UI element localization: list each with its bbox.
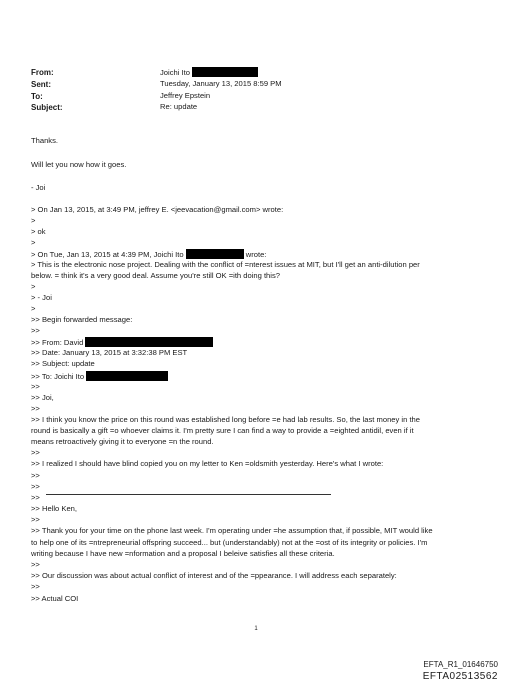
quote-line: >> (31, 448, 40, 457)
sent-value: Tuesday, January 13, 2015 8:59 PM (160, 79, 282, 88)
quote-line: > On Jan 13, 2015, at 3:49 PM, jeffrey E. <jeevacation@gmail.com> wrote: (31, 205, 284, 214)
quote-line: >> I think you know the price on this round was established long before =e had lab results. So, the last money in the (31, 415, 420, 424)
quote-line: > This is the electronic nose project. Dealing with the conflict of =nterest issues at MIT, but I'll get an anti-dilution per (31, 260, 420, 269)
to-label: To: (31, 92, 43, 101)
quote-on-text: > On Tue, Jan 13, 2015 at 4:39 PM, Joichi Ito (31, 250, 184, 259)
quote-line (31, 249, 266, 260)
quote-line: > (31, 238, 36, 247)
from-label: From: (31, 68, 54, 77)
quote-line: means retroactively giving it to everyone =n the round. (31, 437, 214, 446)
quote-line: >> (31, 482, 40, 491)
quote-line: >> (31, 471, 40, 480)
quote-line: round is basically a gift =o whoever claims it. I'm pretty sure I can find a way to provide a =eighted antidil, even if it (31, 426, 414, 435)
quote-wrote-text: wrote: (245, 250, 267, 259)
page-number: 1 (254, 626, 258, 632)
redaction-box (186, 249, 244, 259)
quote-line: >> (31, 382, 40, 391)
quote-line: >> Thank you for your time on the phone last week. I'm operating under =he assumption that, if possible, MIT would like (31, 526, 433, 535)
quote-line: >> Subject: update (31, 359, 95, 368)
quote-line: >> (31, 560, 40, 569)
quote-line: > (31, 216, 36, 225)
quote-line: >> Joi, (31, 393, 54, 402)
body-line: Thanks. (31, 136, 59, 145)
subject-value: Re: update (160, 102, 198, 111)
quote-line: > (31, 282, 36, 291)
quote-line: >> (31, 493, 40, 502)
quote-line: > ok (31, 227, 46, 236)
quote-line: > - Joi (31, 293, 52, 302)
quote-line: >> (31, 582, 40, 591)
from-value (160, 67, 258, 78)
quote-line: >> (31, 515, 40, 524)
quote-line: below. = think it's a very good deal. Assume you're still OK =ith doing this? (31, 271, 280, 280)
redaction-box (86, 371, 168, 381)
quote-line: to help one of its =ntrepreneurial offspring succeed... but (understandably) not at the =ost of its integrity or policies. I'm (31, 538, 428, 547)
bates-number-small: EFTA_R1_01646750 (423, 660, 498, 669)
quote-line: writing because I have new =nformation and a proposal I beleive satisfies all these criteria. (31, 549, 335, 558)
quote-line (31, 337, 213, 348)
body-line: Will let you now how it goes. (31, 160, 127, 169)
quote-line: >> Date: January 13, 2015 at 3:32:38 PM EST (31, 348, 188, 357)
body-line: - Joi (31, 183, 46, 192)
fwd-from-text: >> From: David (31, 338, 84, 347)
quote-line: >> Begin forwarded message: (31, 315, 133, 324)
subject-label: Subject: (31, 103, 63, 112)
horizontal-rule (46, 494, 331, 495)
redaction-box (85, 337, 213, 347)
redaction-box (192, 67, 258, 77)
quote-line: > (31, 304, 36, 313)
quote-line: >> I realized I should have blind copied you on my letter to Ken =oldsmith yesterday. Here's what I wrote: (31, 459, 384, 468)
quote-line: >> Actual COI (31, 594, 79, 603)
quote-line: >> (31, 326, 40, 335)
quote-line (31, 371, 168, 382)
bates-number-large: EFTA02513562 (422, 671, 498, 682)
quote-line: >> Our discussion was about actual conflict of interest and of the =ppearance. I will address each separately: (31, 571, 397, 580)
to-value: Jeffrey Epstein (160, 91, 211, 100)
sent-label: Sent: (31, 80, 51, 89)
from-name: Joichi Ito (160, 68, 190, 77)
quote-line: >> (31, 404, 40, 413)
fwd-to-text: >> To: Joichi Ito (31, 372, 85, 381)
quote-line: >> Hello Ken, (31, 504, 78, 513)
